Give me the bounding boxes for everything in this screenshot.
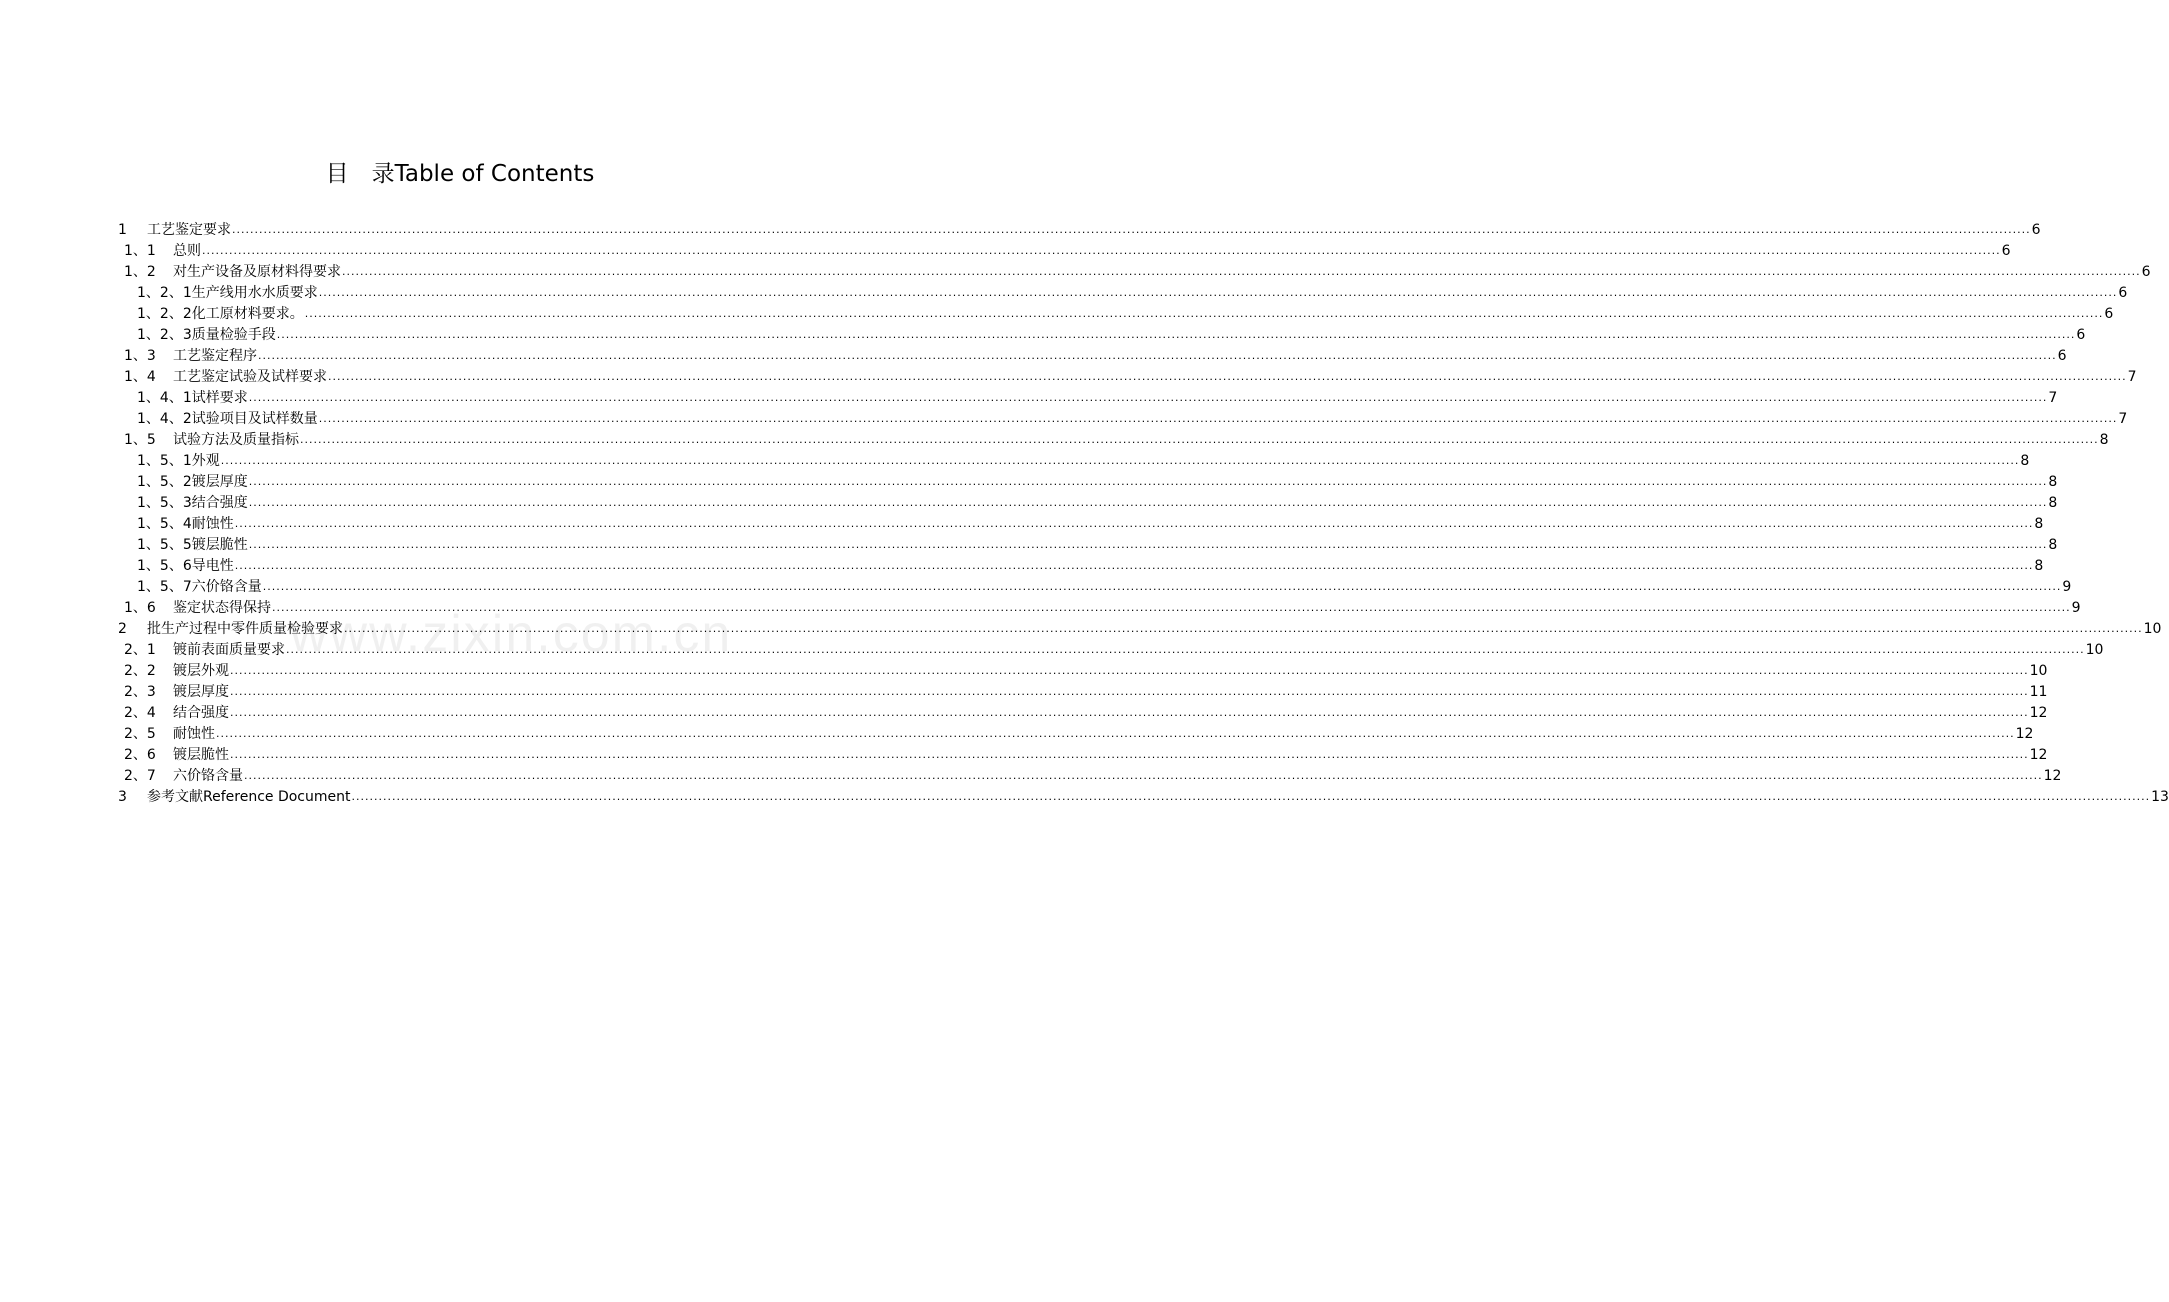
toc-dot-leader: ................................................................................................................................................................................................................................................................................................................................................................................................................	[230, 685, 2029, 698]
toc-dot-leader: ................................................................................................................................................................................................................................................................................................................................................................................................................	[258, 349, 2057, 362]
toc-entry[interactable]	[118, 365, 2137, 386]
toc-entry[interactable]	[118, 386, 2058, 407]
toc-entry-title: 试样要求	[191, 390, 248, 406]
toc-entry-page: 8	[2034, 516, 2044, 532]
toc-entry-title: 试验方法及质量指标	[173, 432, 299, 448]
toc-entry-title: 参考文献Reference Document	[147, 789, 351, 805]
toc-entry[interactable]	[118, 302, 2114, 323]
toc-entry[interactable]	[118, 680, 2048, 701]
toc-entry-title: 总则	[173, 243, 201, 259]
toc-entry[interactable]	[118, 239, 2011, 260]
toc-entry-number: 2	[118, 621, 127, 637]
page-title: 目 录Table of Contents	[325, 161, 595, 187]
toc-entry[interactable]	[118, 533, 2058, 554]
toc-entry-title: 工艺鉴定要求	[147, 222, 231, 238]
toc-entry-page: 11	[2029, 684, 2048, 700]
toc-entry-title: 批生产过程中零件质量检验要求	[147, 621, 343, 637]
toc-entry-number: 1、5、6	[137, 558, 192, 574]
toc-entry-number: 1、2、3	[137, 327, 192, 343]
toc-entry-title: 镀层厚度	[191, 474, 248, 490]
toc-entry-page: 10	[2029, 663, 2048, 679]
toc-entry-number: 1、2、2	[137, 306, 192, 322]
toc-entry-page: 12	[2015, 726, 2034, 742]
toc-dot-leader: ................................................................................................................................................................................................................................................................................................................................................................................................................	[230, 748, 2029, 761]
toc-entry-page: 12	[2029, 705, 2048, 721]
toc-entry-title: 对生产设备及原材料得要求	[173, 264, 341, 280]
toc-entry-page: 8	[2020, 453, 2030, 469]
toc-dot-leader: ................................................................................................................................................................................................................................................................................................................................................................................................................	[318, 286, 2118, 299]
toc-entry-number: 1、1	[124, 243, 156, 259]
toc-entry[interactable]	[118, 491, 2058, 512]
toc-entry[interactable]	[118, 785, 2169, 806]
toc-dot-leader: ................................................................................................................................................................................................................................................................................................................................................................................................................	[248, 538, 2048, 551]
toc-entry[interactable]	[118, 281, 2128, 302]
toc-entry-page: 7	[2118, 411, 2128, 427]
toc-entry-page: 10	[2085, 642, 2104, 658]
toc-entry[interactable]	[118, 407, 2128, 428]
toc-entry-title: 耐蚀性	[191, 516, 234, 532]
toc-dot-leader: ................................................................................................................................................................................................................................................................................................................................................................................................................	[344, 622, 2143, 635]
toc-entry-number: 2、7	[124, 768, 156, 784]
toc-entry-page: 10	[2143, 621, 2162, 637]
watermark: www.zixin.com.cn	[290, 605, 733, 663]
toc-entry[interactable]	[118, 764, 2062, 785]
toc-entry-number: 1、2	[124, 264, 156, 280]
toc-entry-title: 耐蚀性	[173, 726, 215, 742]
toc-entry-number: 2、3	[124, 684, 156, 700]
toc-dot-leader: ................................................................................................................................................................................................................................................................................................................................................................................................................	[230, 706, 2029, 719]
toc-entry-title: 鉴定状态得保持	[173, 600, 271, 616]
toc-entry-page: 12	[2043, 768, 2062, 784]
toc-dot-leader: ................................................................................................................................................................................................................................................................................................................................................................................................................	[318, 412, 2118, 425]
toc-entry-number: 1、5、2	[137, 474, 192, 490]
toc-dot-leader: ................................................................................................................................................................................................................................................................................................................................................................................................................	[248, 496, 2048, 509]
toc-entry-number: 1	[118, 222, 127, 238]
toc-dot-leader: ................................................................................................................................................................................................................................................................................................................................................................................................................	[220, 454, 2020, 467]
toc-entry-page: 6	[2031, 222, 2041, 238]
toc-entry-page: 9	[2071, 600, 2081, 616]
toc-entry-page: 13	[2151, 789, 2169, 805]
toc-entry-page: 6	[2118, 285, 2128, 301]
toc-entry-title: 试验项目及试样数量	[191, 411, 318, 427]
toc-dot-leader: ................................................................................................................................................................................................................................................................................................................................................................................................................	[342, 265, 2141, 278]
toc-entry-title: 生产线用水水质要求	[191, 285, 318, 301]
toc-entry[interactable]	[118, 260, 2151, 281]
toc-entry-title: 工艺鉴定试验及试样要求	[173, 369, 327, 385]
toc-entry-number: 1、4、2	[137, 411, 192, 427]
toc-entry[interactable]	[118, 512, 2044, 533]
toc-entry[interactable]	[118, 344, 2067, 365]
toc-dot-leader: ................................................................................................................................................................................................................................................................................................................................................................................................................	[248, 391, 2048, 404]
toc-entry-title: 镀层脆性	[173, 747, 229, 763]
toc-entry[interactable]	[118, 449, 2030, 470]
toc-entry-page: 6	[2057, 348, 2067, 364]
toc-dot-leader: ................................................................................................................................................................................................................................................................................................................................................................................................................	[234, 517, 2034, 530]
toc-dot-leader: ................................................................................................................................................................................................................................................................................................................................................................................................................	[272, 601, 2071, 614]
toc-dot-leader: ................................................................................................................................................................................................................................................................................................................................................................................................................	[216, 727, 2015, 740]
toc-entry-number: 1、4	[124, 369, 156, 385]
toc-entry-title: 镀前表面质量要求	[173, 642, 285, 658]
toc-dot-leader: ................................................................................................................................................................................................................................................................................................................................................................................................................	[244, 769, 2043, 782]
toc-dot-leader: ................................................................................................................................................................................................................................................................................................................................................................................................................	[248, 475, 2048, 488]
toc-entry-title: 导电性	[191, 558, 234, 574]
toc-entry-title: 结合强度	[191, 495, 248, 511]
toc-entry-number: 1、5、3	[137, 495, 192, 511]
toc-entry-page: 8	[2034, 558, 2044, 574]
toc-entry[interactable]	[118, 323, 2086, 344]
toc-entry-number: 2、1	[124, 642, 156, 658]
toc-dot-leader: ................................................................................................................................................................................................................................................................................................................................................................................................................	[234, 559, 2034, 572]
toc-entry-page: 6	[2001, 243, 2011, 259]
toc-entry-page: 12	[2029, 747, 2048, 763]
toc-entry-title: 结合强度	[173, 705, 229, 721]
toc-entry-number: 1、5、7	[137, 579, 192, 595]
toc-entry-number: 1、3	[124, 348, 156, 364]
toc-entry-page: 8	[2048, 474, 2058, 490]
toc-dot-leader: ................................................................................................................................................................................................................................................................................................................................................................................................................	[276, 328, 2076, 341]
toc-entry-number: 2、6	[124, 747, 156, 763]
toc-entry-number: 1、6	[124, 600, 156, 616]
toc-entry-page: 6	[2141, 264, 2151, 280]
toc-entry-number: 1、2、1	[137, 285, 192, 301]
toc-entry[interactable]	[118, 428, 2109, 449]
toc-entry-page: 7	[2048, 390, 2058, 406]
toc-entry[interactable]	[118, 743, 2048, 764]
toc-dot-leader: ................................................................................................................................................................................................................................................................................................................................................................................................................	[262, 580, 2062, 593]
toc-entry-title: 工艺鉴定程序	[173, 348, 257, 364]
toc-dot-leader: ................................................................................................................................................................................................................................................................................................................................................................................................................	[286, 643, 2085, 656]
toc-entry-page: 8	[2048, 537, 2058, 553]
toc-entry-number: 1、4、1	[137, 390, 192, 406]
toc-entry-page: 6	[2104, 306, 2114, 322]
toc-entry-title: 质量检验手段	[191, 327, 276, 343]
toc-entry-page: 9	[2062, 579, 2072, 595]
toc-entry-title: 镀层外观	[173, 663, 229, 679]
toc-entry-number: 3	[118, 789, 127, 805]
toc-entry-page: 8	[2048, 495, 2058, 511]
toc-entry-number: 2、4	[124, 705, 156, 721]
toc-dot-leader: ................................................................................................................................................................................................................................................................................................................................................................................................................	[232, 223, 2031, 236]
toc-entry-title: 化工原材料要求。	[191, 306, 304, 322]
toc-entry-number: 2、5	[124, 726, 156, 742]
toc-entry[interactable]	[118, 218, 2041, 239]
toc-entry-number: 2、2	[124, 663, 156, 679]
toc-entry[interactable]	[118, 554, 2044, 575]
toc-entry-number: 1、5	[124, 432, 156, 448]
toc-entry[interactable]	[118, 575, 2072, 596]
toc-entry-title: 镀层脆性	[191, 537, 248, 553]
toc-entry-page: 8	[2099, 432, 2109, 448]
toc-entry-page: 7	[2127, 369, 2137, 385]
toc-entry-title: 镀层厚度	[173, 684, 229, 700]
toc-entry-number: 1、5、4	[137, 516, 192, 532]
table-of-contents	[118, 218, 2169, 806]
toc-entry-title: 外观	[191, 453, 220, 469]
toc-dot-leader: ................................................................................................................................................................................................................................................................................................................................................................................................................	[328, 370, 2127, 383]
toc-dot-leader: ................................................................................................................................................................................................................................................................................................................................................................................................................	[202, 244, 2001, 257]
toc-entry-number: 1、5、1	[137, 453, 192, 469]
toc-entry[interactable]	[118, 470, 2058, 491]
toc-entry-number: 1、5、5	[137, 537, 192, 553]
toc-entry-title: 六价铬含量	[173, 768, 243, 784]
toc-dot-leader: ................................................................................................................................................................................................................................................................................................................................................................................................................	[300, 433, 2099, 446]
toc-entry[interactable]	[118, 701, 2048, 722]
toc-dot-leader: ................................................................................................................................................................................................................................................................................................................................................................................................................	[351, 790, 2151, 803]
toc-entry-page: 6	[2076, 327, 2086, 343]
toc-dot-leader: ................................................................................................................................................................................................................................................................................................................................................................................................................	[304, 307, 2104, 320]
toc-entry[interactable]	[118, 722, 2034, 743]
toc-dot-leader: ................................................................................................................................................................................................................................................................................................................................................................................................................	[230, 664, 2029, 677]
toc-entry-title: 六价铬含量	[191, 579, 262, 595]
